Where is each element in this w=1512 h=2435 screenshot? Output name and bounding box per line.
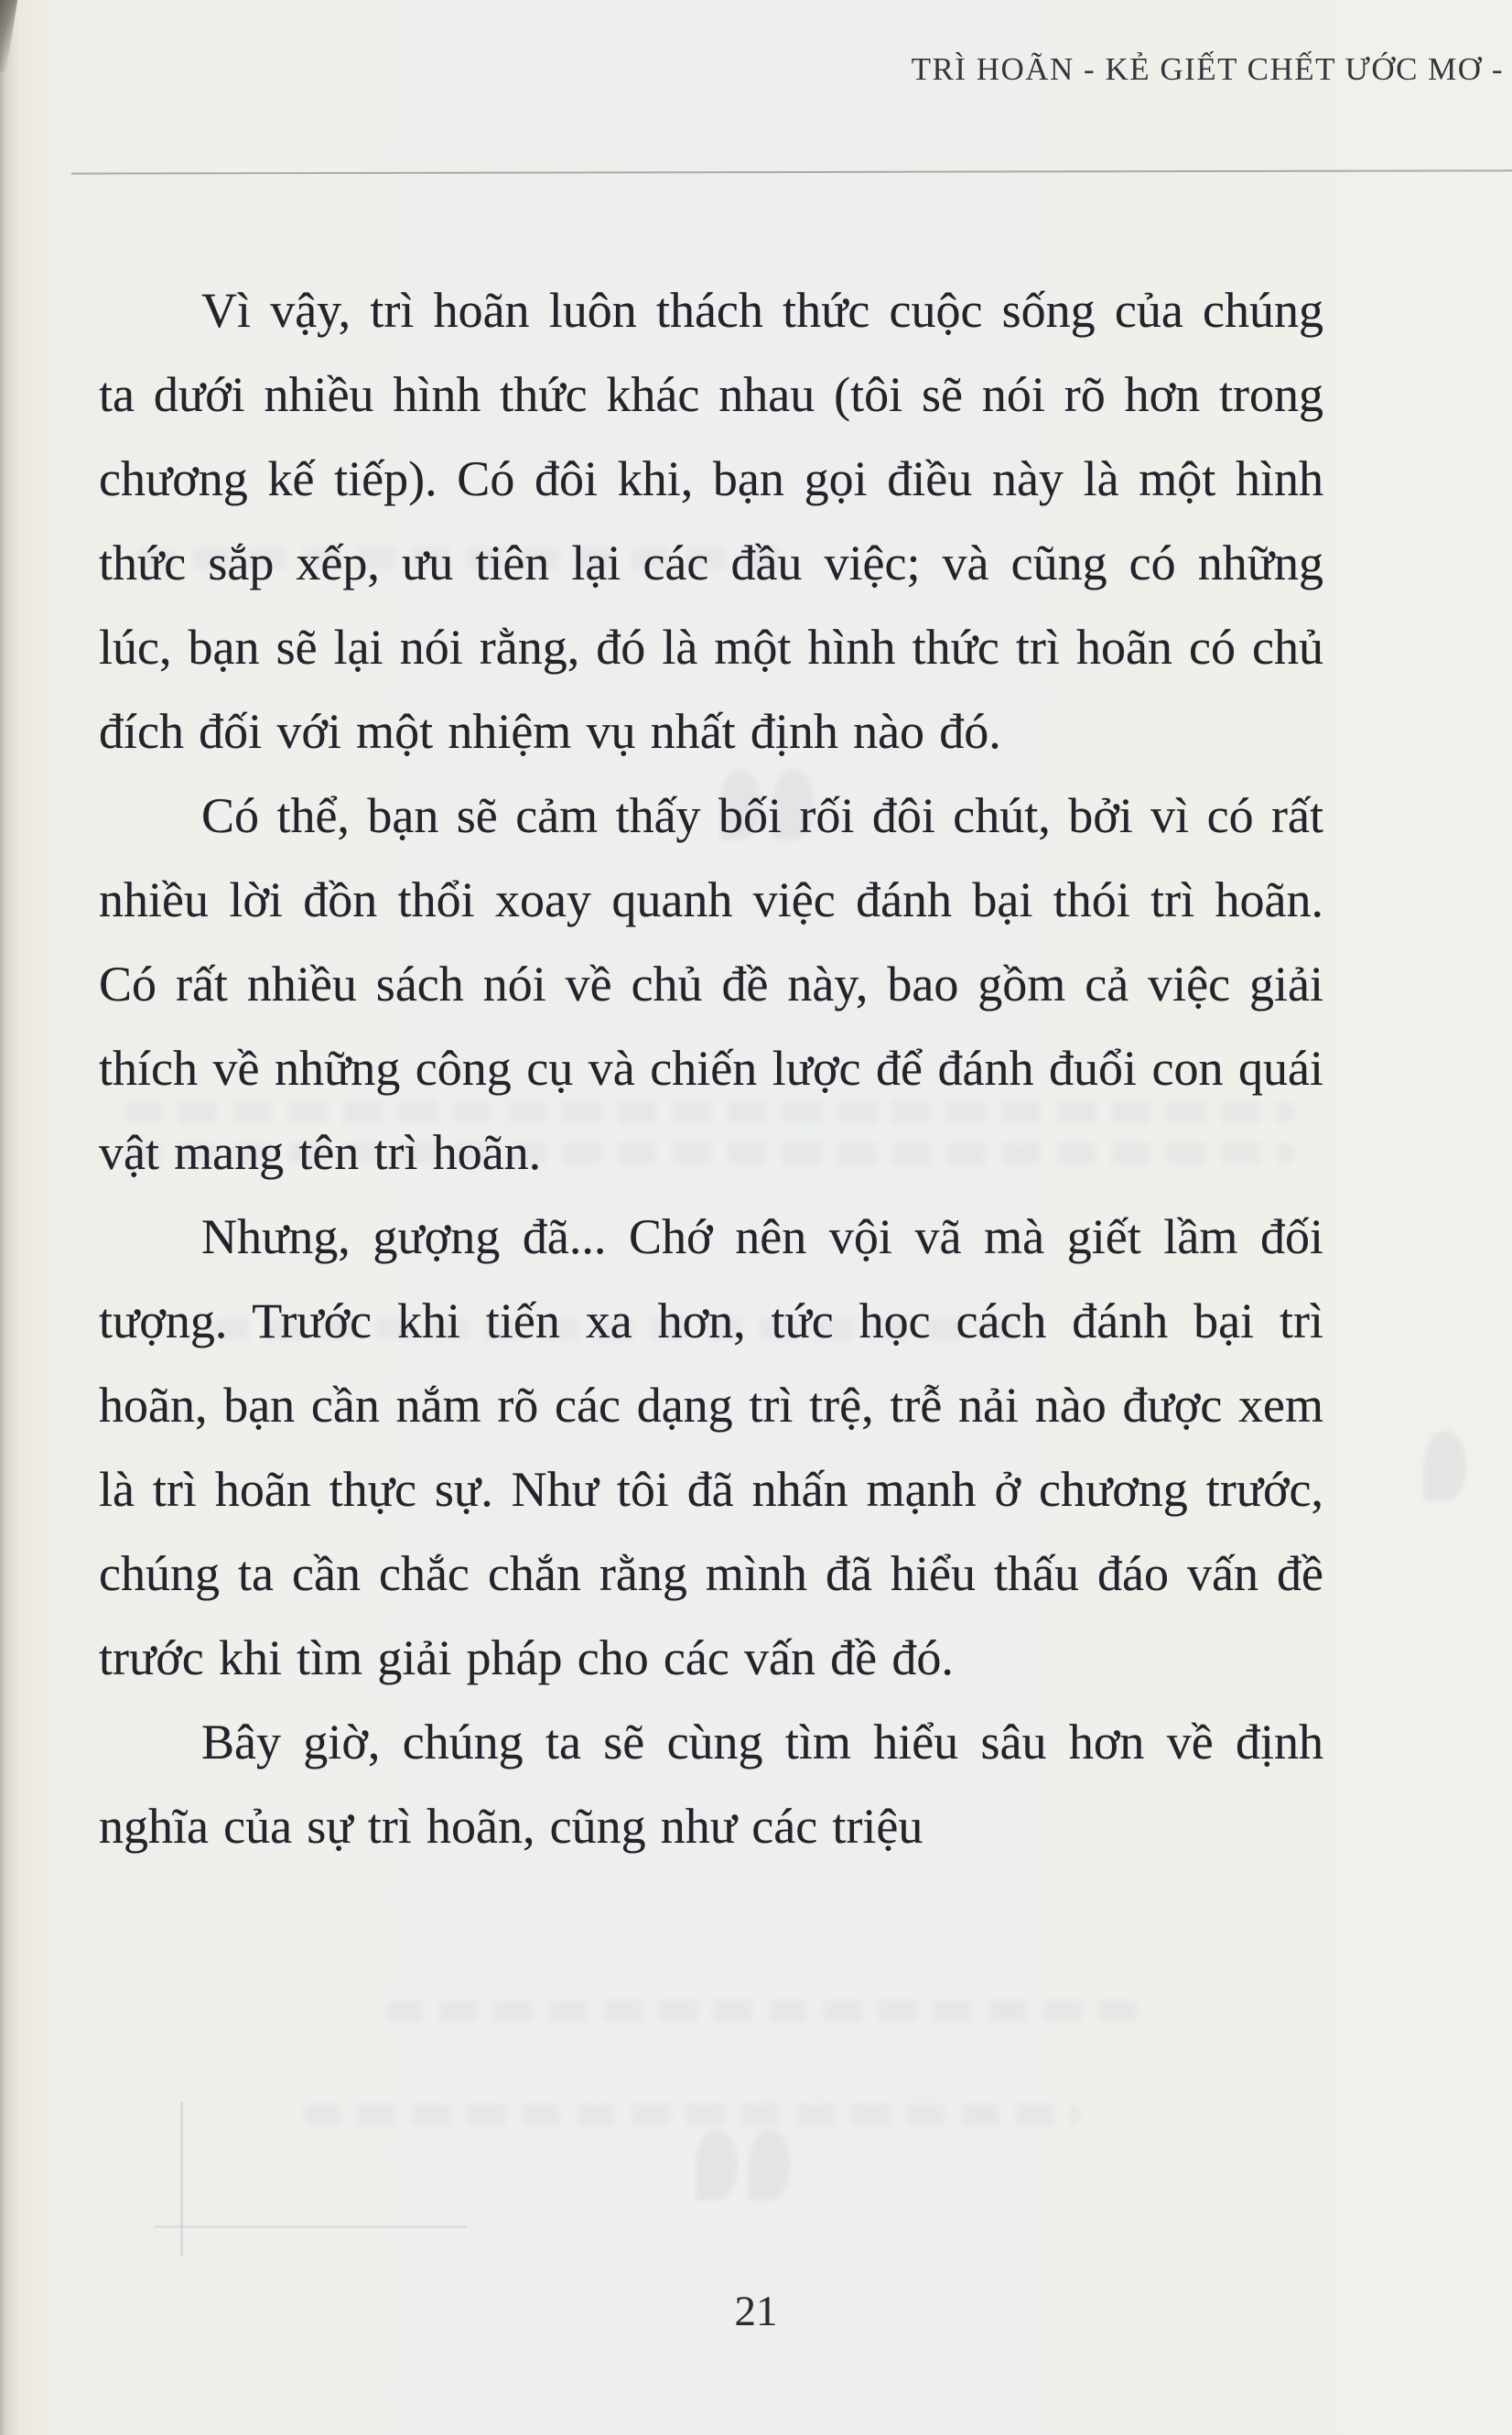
- bleed-through-quote-mark: [749, 2129, 791, 2201]
- page-number: 21: [734, 2288, 778, 2335]
- paragraph: Có thể, bạn sẽ cảm thấy bối rối đôi chút, bởi vì có rất nhiều lời đồn thổi xoay quanh việc đánh bại thói trì hoãn. Có rất nhiều sách nói về chủ đề này, bao gồm cả việc giải thích về những công cụ và chiến lược để đánh đuổi con quái vật mang tên trì hoãn.: [99, 788, 1323, 1180]
- bleed-through-rule-vertical: [180, 2102, 183, 2256]
- page-corner-curl: [0, 0, 19, 72]
- bleed-through-text-ghost: [302, 2104, 1080, 2126]
- bleed-through-text-ghost: [384, 2000, 1153, 2022]
- paragraph: Nhưng, gượng đã... Chớ nên vội vã mà giết lầm đối tượng. Trước khi tiến xa hơn, tức học cách đánh bại trì hoãn, bạn cần nắm rõ các dạng trì trệ, trễ nải nào được xem là trì hoãn thực sự. Như tôi đã nhấn mạnh ở chương trước, chúng ta cần chắc chắn rằng mình đã hiểu thấu đáo vấn đề trước khi tìm giải pháp cho các vấn đề đó.: [99, 1209, 1323, 1685]
- paragraph: Bây giờ, chúng ta sẽ cùng tìm hiểu sâu hơn về định nghĩa của sự trì hoãn, cũng như các triệu: [99, 1715, 1323, 1854]
- bleed-through-quote-mark: [696, 2129, 738, 2201]
- header-rule: [71, 169, 1512, 174]
- paragraph: Vì vậy, trì hoãn luôn thách thức cuộc sống của chúng ta dưới nhiều hình thức khác nhau (tôi sẽ nói rõ hơn trong chương kế tiếp). Có đôi khi, bạn gọi điều này là một hình thức sắp xếp, ưu tiên lại các đầu việc; và cũng có những lúc, bạn sẽ lại nói rằng, đó là một hình thức trì hoãn có chủ đích đối với một nhiệm vụ nhất định nào đó.: [99, 283, 1323, 759]
- body-text: [99, 268, 1323, 1868]
- bleed-through-rule-horizontal: [154, 2225, 467, 2228]
- bleed-through-quote-mark: [1424, 1430, 1466, 1501]
- running-header: TRÌ HOÃN - KẺ GIẾT CHẾT ƯỚC MƠ -: [911, 51, 1504, 87]
